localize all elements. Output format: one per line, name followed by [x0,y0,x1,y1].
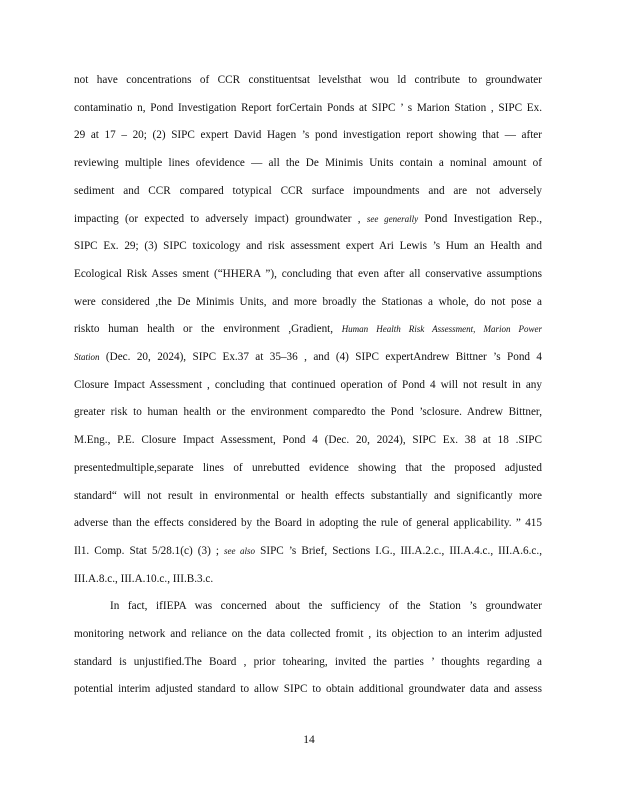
text-line: not have concentrations of CCR constituentsat levelsthat wou ld contribute to groundwater [74,74,542,86]
italic-citation: see also [224,545,256,556]
text-segment: SIPC ’s Brief, Sections I.G., III.A.2.c., III.A.4.c., III.A.6.c., [255,544,542,557]
italic-citation: Station [74,352,100,362]
italic-citation: see generally [366,213,419,224]
text-segment: impacting (or expected to adversely impact) groundwater , [74,212,367,225]
text-line: greater risk to human health or the environment comparedto the Pond ’sclosure. Andrew Bittner, [74,406,542,419]
text-line: Closure Impact Assessment , concluding that continued operation of Pond 4 will not result in any [74,378,542,391]
text-line: 29 at 17 – 20; (2) SIPC expert David Hagen ’s pond investigation report showing that — after [74,129,542,142]
text-line [74,544,542,558]
text-line: were considered ,the De Minimis Units, and more broadly the Stationas a whole, do not pose a [74,295,542,308]
text-line: M.Eng., P.E. Closure Impact Assessment, Pond 4 (Dec. 20, 2024), SIPC Ex. 38 at 18 .SIPC [74,434,542,447]
text-line [74,212,542,226]
page-number: 14 [303,734,315,746]
text-line [74,350,542,364]
text-line: contaminatio n, Pond Investigation Report forCertain Ponds at SIPC ’ s Marion Station , SIPC Ex. [74,101,542,114]
text-line: In fact, ifIEPA was concerned about the sufficiency of the Station ’s groundwater [110,600,542,613]
text-line: Ecological Risk Asses sment (“HHERA ”), concluding that even after all conservative assumptions [74,267,542,280]
text-line: SIPC Ex. 29; (3) SIPC toxicology and risk assessment expert Ari Lewis ’s Hum an Health and [74,240,542,253]
text-line [74,322,542,336]
text-segment: (Dec. 20, 2024), SIPC Ex.37 at 35–36 , and (4) SIPC expertAndrew Bittner ’s Pond 4 [99,351,542,363]
text-segment: Il1. Comp. Stat 5/28.1(c) (3) ; [74,544,225,557]
text-line: III.A.8.c., III.A.10.c., III.B.3.c. [74,572,214,585]
text-line: sediment and CCR compared totypical CCR surface impoundments and are not adversely [74,184,542,197]
text-line: reviewing multiple lines ofevidence — all the De Minimis Units contain a nominal amount of [74,157,542,170]
italic-citation: Human Health Risk Assessment, Marion Power [341,324,542,335]
text-line: adverse than the effects considered by the Board in adopting the rule of general applicability. ” 415 [74,517,542,530]
text-line: presentedmultiple,separate lines of unrebutted evidence showing that the proposed adjusted [74,461,542,474]
text-line: standard is unjustified.The Board , prior tohearing, invited the parties ’ thoughts regarding a [74,655,542,668]
text-line: potential interim adjusted standard to allow SIPC to obtain additional groundwater data and assess [74,683,542,696]
text-line: monitoring network and reliance on the data collected fromit , its objection to an interim adjusted [74,628,542,640]
text-segment: riskto human health or the environment ,Gradient, [74,323,342,336]
text-line: standard“ will not result in environmental or health effects substantially and significantly more [74,489,542,502]
text-segment: Pond Investigation Rep., [418,212,542,225]
